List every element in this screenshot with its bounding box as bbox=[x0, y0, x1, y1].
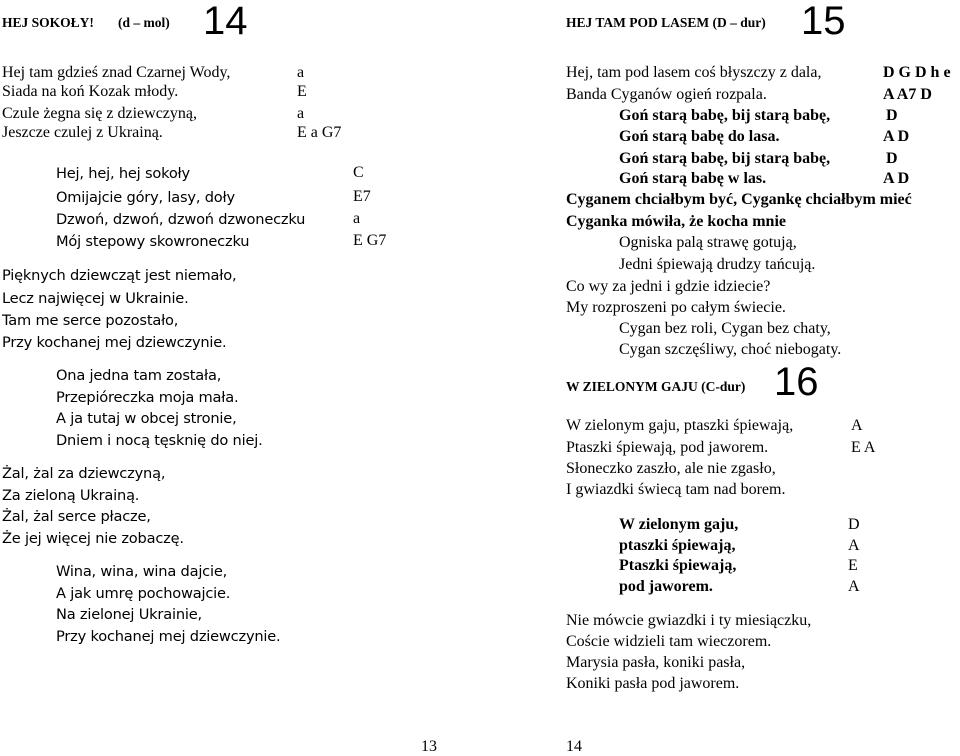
chord: a bbox=[353, 210, 361, 227]
chord: A bbox=[848, 537, 860, 554]
lyric-line: Co wy za jedni i gdzie idziecie? bbox=[566, 278, 771, 295]
chord: A D bbox=[883, 170, 910, 187]
lyric-line: Siada na koń Kozak młody. bbox=[2, 83, 179, 100]
lyric-line: Hej, hej, hej sokoły bbox=[56, 165, 190, 182]
lyric-line: Cyganka mówiła, że kocha mnie bbox=[566, 213, 786, 230]
lyric-line: My rozproszeni po całym świecie. bbox=[566, 299, 786, 316]
lyric-line: Hej tam gdzieś znad Czarnej Wody, bbox=[2, 64, 231, 81]
chord: E bbox=[848, 557, 858, 574]
lyric-line: Lecz najwięcej w Ukrainie. bbox=[2, 290, 189, 307]
lyric-line: Jedni śpiewają drudzy tańcują. bbox=[619, 256, 816, 273]
lyric-line: Za zieloną Ukrainą. bbox=[2, 487, 140, 504]
song-key: (d – mol) bbox=[118, 15, 170, 30]
lyric-line: Goń starą babę do lasa. bbox=[619, 128, 780, 145]
lyric-line: Mój stepowy skowroneczku bbox=[56, 233, 250, 250]
chord: D bbox=[848, 516, 860, 533]
lyric-line: Dzwoń, dzwoń, dzwoń dzwoneczku bbox=[56, 211, 306, 228]
lyric-line: Na zielonej Ukrainie, bbox=[56, 606, 202, 623]
chord: E A bbox=[851, 439, 876, 456]
chord: E bbox=[297, 83, 307, 100]
chord: E G7 bbox=[353, 232, 387, 249]
lyric-line: Ogniska palą strawę gotują, bbox=[619, 234, 797, 251]
lyric-line: Jeszcze czulej z Ukrainą. bbox=[2, 124, 163, 141]
lyric-line: Tam me serce pozostało, bbox=[2, 312, 179, 329]
song-number: 16 bbox=[774, 360, 819, 404]
chord: A bbox=[851, 417, 863, 434]
lyric-line: Marysia pasła, koniki pasła, bbox=[566, 654, 746, 671]
lyric-line: Koniki pasła pod jaworem. bbox=[566, 675, 740, 692]
lyric-line: W zielonym gaju, bbox=[619, 516, 739, 533]
lyric-line: Pięknych dziewcząt jest niemało, bbox=[2, 267, 237, 284]
lyric-line: Ptaszki śpiewają, bbox=[619, 557, 737, 574]
song-title-hej-tam-pod-lasem: HEJ TAM POD LASEM (D – dur) bbox=[566, 15, 766, 30]
lyric-line: Przy kochanej mej dziewczynie. bbox=[2, 334, 227, 351]
lyric-line: I gwiazdki świecą tam nad borem. bbox=[566, 481, 786, 498]
lyric-line: Cygan bez roli, Cygan bez chaty, bbox=[619, 320, 831, 337]
lyric-line: Banda Cyganów ogień rozpala. bbox=[566, 86, 767, 103]
song-number: 14 bbox=[203, 0, 248, 43]
lyric-line: Przy kochanej mej dziewczynie. bbox=[56, 628, 281, 645]
chord: A D bbox=[883, 128, 910, 145]
chord: C bbox=[353, 164, 364, 181]
chord: A A7 D bbox=[883, 86, 932, 103]
lyric-line: pod jaworem. bbox=[619, 578, 713, 595]
song-title-hej-sokoly: HEJ SOKOŁY! bbox=[2, 15, 94, 30]
lyric-line: Żal, żal za dziewczyną, bbox=[2, 465, 166, 482]
song-title-w-zielonym-gaju: W ZIELONYM GAJU (C-dur) bbox=[566, 379, 746, 394]
lyric-line: Ona jedna tam została, bbox=[56, 367, 222, 384]
chord: D bbox=[886, 150, 898, 167]
lyric-line: Goń starą babę, bij starą babę, bbox=[619, 150, 831, 167]
chord: a bbox=[297, 105, 305, 122]
lyric-line: Cygan szczęśliwy, choć niebogaty. bbox=[619, 341, 842, 358]
lyric-line: Ptaszki śpiewają, pod jaworem. bbox=[566, 439, 769, 456]
chord: E7 bbox=[353, 188, 371, 205]
lyric-line: Przepióreczka moja mała. bbox=[56, 389, 239, 406]
chord: D G D h e bbox=[883, 64, 951, 81]
page-number: 13 bbox=[421, 738, 437, 755]
lyric-line: Goń starą babę, bij starą babę, bbox=[619, 107, 831, 124]
chord: a bbox=[297, 64, 305, 81]
lyric-line: Że jej więcej nie zobaczę. bbox=[2, 530, 184, 547]
lyric-line: ptaszki śpiewają, bbox=[619, 537, 736, 554]
song-number: 15 bbox=[801, 0, 846, 43]
lyric-line: Omijajcie góry, lasy, doły bbox=[56, 189, 235, 206]
page-number: 14 bbox=[566, 738, 582, 755]
lyric-line: Wina, wina, wina dajcie, bbox=[56, 563, 228, 580]
lyric-line: Hej, tam pod lasem coś błyszczy z dala, bbox=[566, 64, 822, 81]
chord: D bbox=[886, 107, 898, 124]
lyric-line: Nie mówcie gwiazdki i ty miesiączku, bbox=[566, 612, 812, 629]
lyric-line: Dniem i nocą tęsknię do niej. bbox=[56, 432, 263, 449]
lyric-line: Słoneczko zaszło, ale nie zgasło, bbox=[566, 460, 776, 477]
lyric-line: Żal, żal serce płacze, bbox=[2, 508, 151, 525]
lyric-line: Cyganem chciałbym być, Cygankę chciałbym mieć bbox=[566, 191, 912, 208]
lyric-line: A jak umrę pochowajcie. bbox=[56, 585, 231, 602]
lyric-line: Goń starą babę w las. bbox=[619, 170, 767, 187]
lyric-line: Czule żegna się z dziewczyną, bbox=[2, 105, 198, 122]
chord: E a G7 bbox=[297, 124, 342, 141]
lyric-line: Coście widzieli tam wieczorem. bbox=[566, 633, 772, 650]
lyric-line: W zielonym gaju, ptaszki śpiewają, bbox=[566, 417, 794, 434]
chord: A bbox=[848, 578, 860, 595]
lyric-line: A ja tutaj w obcej stronie, bbox=[56, 410, 237, 427]
